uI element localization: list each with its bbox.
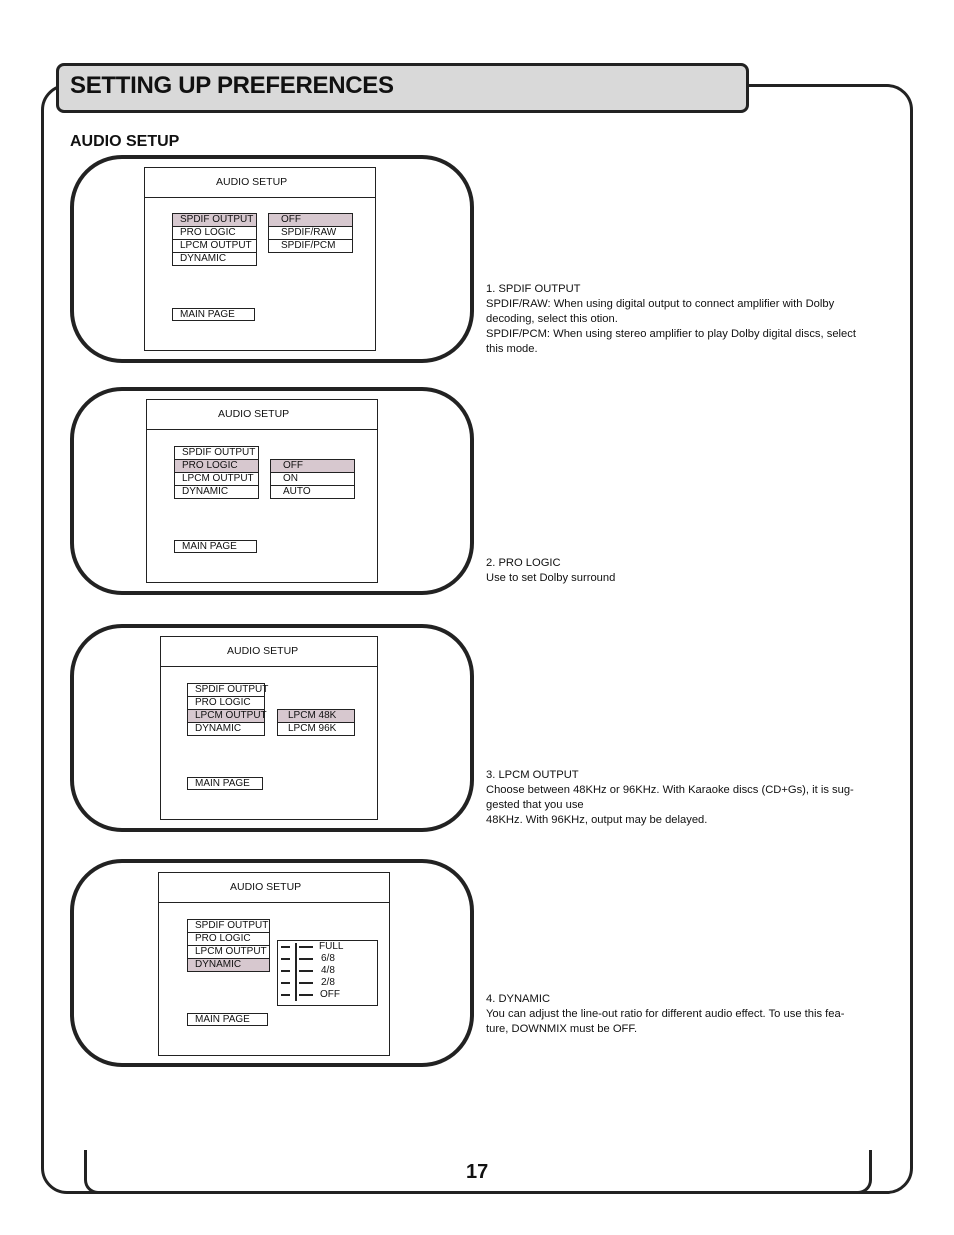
option-spdif-pcm[interactable]: SPDIF/PCM [281,240,336,251]
main-page-button[interactable]: MAIN PAGE [187,1013,268,1026]
slider-tick [281,970,290,972]
slider-tick [299,982,313,984]
slider-tick [299,994,313,996]
menu-item-dynamic[interactable]: DYNAMIC [182,486,229,497]
menu-item-spdif-output[interactable]: SPDIF OUTPUT [173,214,256,227]
description-line: SPDIF/RAW: When using digital output to connect amplifier with Dolby decoding, select this otion. [486,298,835,325]
option-auto[interactable]: AUTO [283,486,311,497]
description-heading: 1. SPDIF OUTPUT [486,283,581,295]
description-dynamic [486,992,866,1037]
dynamic-range-slider[interactable] [277,940,378,1006]
menu-list [187,683,269,736]
menu-item-dynamic[interactable]: DYNAMIC [188,959,269,971]
description-spdif-output [486,282,871,357]
option-list [268,213,353,253]
screen-title: AUDIO SETUP [227,645,299,657]
menu-item-lpcm-output[interactable]: LPCM OUTPUT [188,710,264,723]
description-pro-logic [486,556,866,586]
menu-item-pro-logic[interactable]: PRO LOGIC [175,460,258,473]
slider-track [295,943,297,1001]
option-off[interactable]: OFF [320,989,340,1000]
option-full[interactable]: FULL [319,941,344,952]
menu-item-dynamic[interactable]: DYNAMIC [180,253,227,264]
slider-tick [299,970,313,972]
slider-tick [281,958,290,960]
screen-divider [159,902,389,903]
menu-item-pro-logic[interactable]: PRO LOGIC [173,227,256,240]
menu-list [187,919,270,972]
screen-title: AUDIO SETUP [216,176,288,188]
description-line: Choose between 48KHz or 96KHz. With Karaoke discs (CD+Gs), it is sug-gested that you use [486,784,854,811]
description-lpcm-output [486,768,871,828]
screen-title: AUDIO SETUP [230,881,302,893]
screen-pro-logic [146,399,378,583]
menu-list [174,446,259,499]
description-line: 48KHz. With 96KHz, output may be delayed. [486,814,708,826]
menu-item-pro-logic[interactable]: PRO LOGIC [188,933,269,946]
option-on[interactable]: ON [271,473,354,486]
menu-item-pro-logic[interactable]: PRO LOGIC [188,697,264,710]
section-title: AUDIO SETUP [70,133,180,150]
option-off[interactable]: OFF [271,460,354,473]
main-page-button[interactable]: MAIN PAGE [172,308,255,321]
screen-title: AUDIO SETUP [218,408,290,420]
menu-item-lpcm-output[interactable]: LPCM OUTPUT [188,946,269,959]
slider-tick [281,982,290,984]
menu-item-spdif-output[interactable]: SPDIF OUTPUT [188,920,269,933]
option-list [270,459,355,499]
option-6-8[interactable]: 6/8 [321,953,335,964]
menu-item-dynamic[interactable]: DYNAMIC [195,723,242,734]
main-page-button[interactable]: MAIN PAGE [174,540,257,553]
menu-item-lpcm-output[interactable]: LPCM OUTPUT [173,240,256,253]
description-heading: 3. LPCM OUTPUT [486,769,579,781]
screen-divider [145,197,375,198]
menu-item-lpcm-output[interactable]: LPCM OUTPUT [175,473,258,486]
option-list [277,709,355,736]
option-off[interactable]: OFF [269,214,352,227]
main-page-button[interactable]: MAIN PAGE [187,777,263,790]
description-line: Use to set Dolby surround [486,572,616,584]
description-heading: 2. PRO LOGIC [486,557,561,569]
menu-list [172,213,257,266]
screen-spdif-output [144,167,376,351]
slider-tick [281,946,290,948]
screen-lpcm-output [160,636,378,820]
slider-tick [299,946,313,948]
description-line: You can adjust the line-out ratio for different audio effect. To use this fea-ture, DOWNMIX must be OFF. [486,1008,845,1035]
description-heading: 4. DYNAMIC [486,993,551,1005]
option-spdif-raw[interactable]: SPDIF/RAW [269,227,352,240]
slider-tick [299,958,313,960]
page-number: 17 [466,1161,489,1183]
option-2-8[interactable]: 2/8 [321,977,335,988]
menu-item-spdif-output[interactable]: SPDIF OUTPUT [188,684,264,697]
option-4-8[interactable]: 4/8 [321,965,335,976]
screen-dynamic [158,872,390,1056]
page-title: SETTING UP PREFERENCES [70,72,394,99]
option-lpcm-96k[interactable]: LPCM 96K [288,723,337,734]
option-lpcm-48k[interactable]: LPCM 48K [278,710,354,723]
screen-divider [161,666,377,667]
slider-tick [281,994,290,996]
screen-divider [147,429,377,430]
menu-item-spdif-output[interactable]: SPDIF OUTPUT [175,447,258,460]
description-line: SPDIF/PCM: When using stereo amplifier to play Dolby digital discs, select this mode. [486,328,856,355]
